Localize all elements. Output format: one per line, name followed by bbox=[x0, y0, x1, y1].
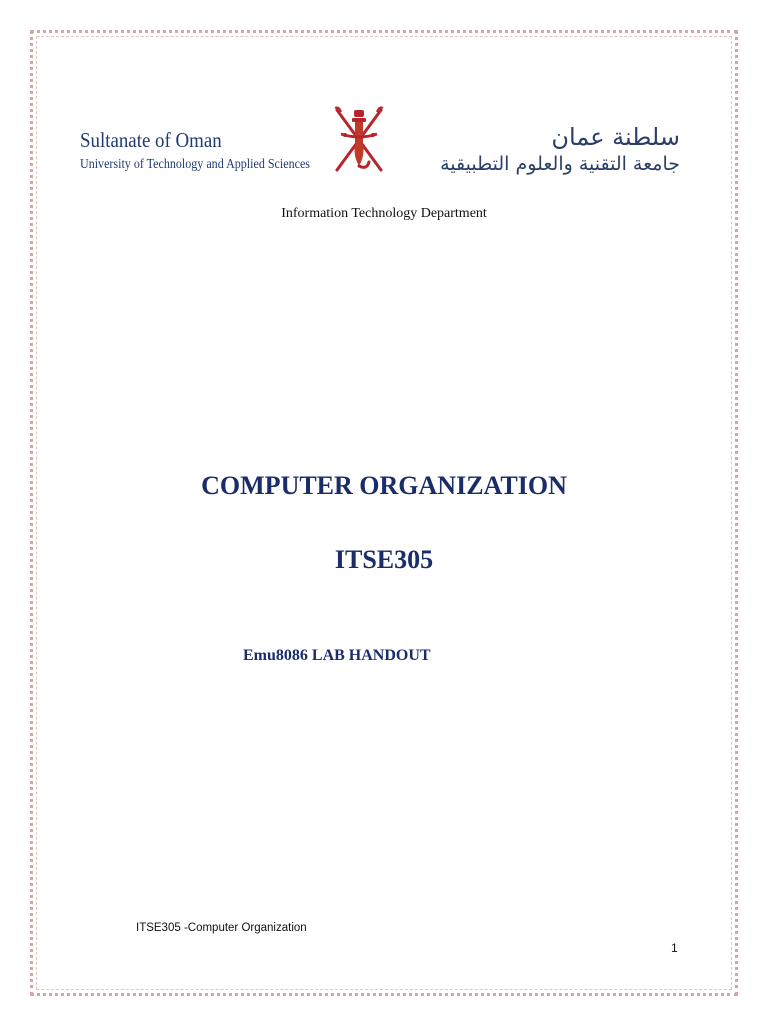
page-number: 1 bbox=[671, 941, 678, 955]
arabic-subtitle: جامعة التقنية والعلوم التطبيقية bbox=[440, 153, 680, 175]
oman-national-emblem-icon bbox=[331, 104, 387, 182]
department-name: Information Technology Department bbox=[281, 206, 487, 221]
arabic-name-block bbox=[440, 122, 680, 176]
handout-title: Emu8086 LAB HANDOUT bbox=[243, 647, 431, 664]
english-title: Sultanate of Oman bbox=[80, 128, 222, 152]
institution-header bbox=[0, 100, 768, 200]
course-title: COMPUTER ORGANIZATION bbox=[201, 471, 567, 500]
course-code: ITSE305 bbox=[334, 545, 434, 574]
arabic-title: سلطنة عمان bbox=[551, 123, 680, 151]
english-name-block bbox=[80, 128, 347, 174]
english-subtitle: University of Technology and Applied Sciences bbox=[80, 157, 310, 172]
footer-course-label: ITSE305 -Computer Organization bbox=[136, 922, 307, 934]
